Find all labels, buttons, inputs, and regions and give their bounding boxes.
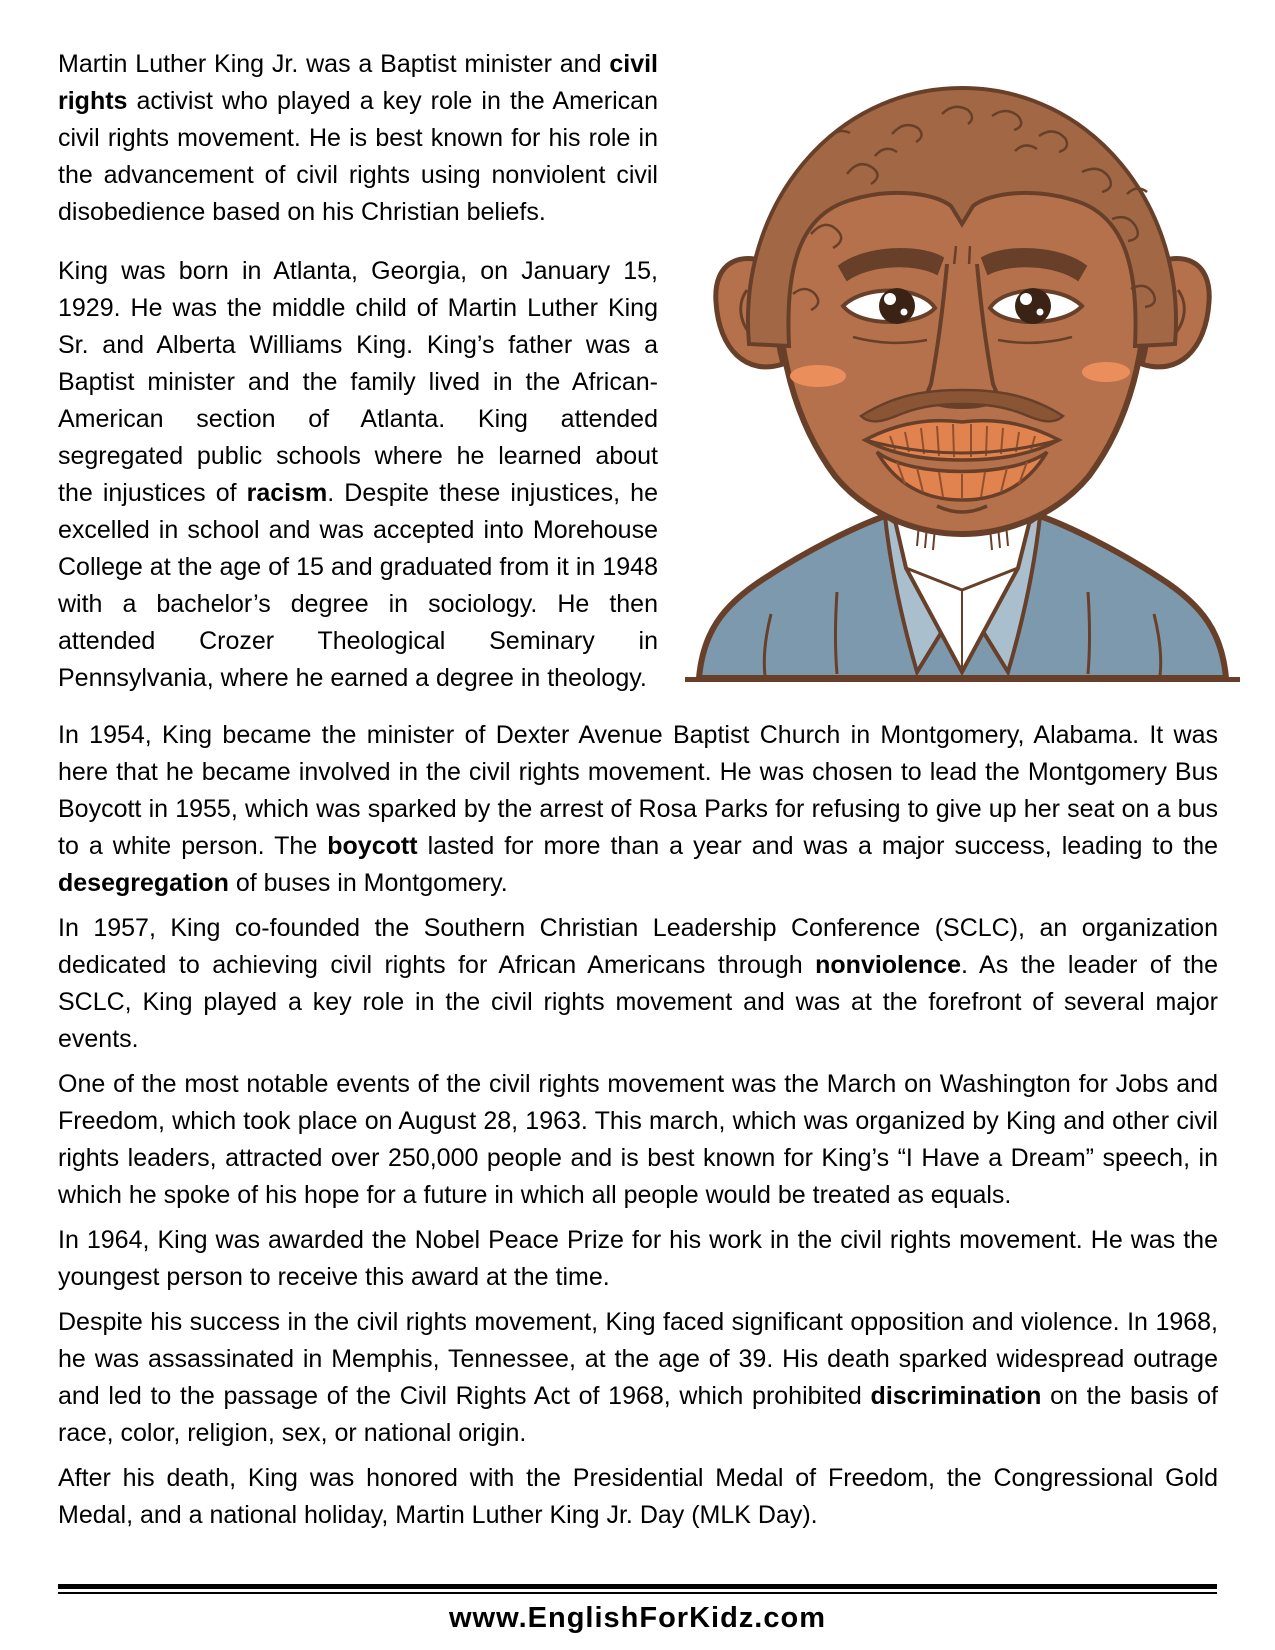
footer-divider-thick (58, 1584, 1217, 1589)
paragraph-march-on-washington: One of the most notable events of the civil rights movement was the March on Washington for Jobs and Freedom, which took place on August 28, 1963. This march, which was organized by King and other civil rights leaders, attracted over 250,000 people and is best known for King’s “I Have a Dream” speech, in which he spoke of his hope for a future in which all people would be treated as equals. (58, 1070, 1218, 1209)
paragraph-assassination: Despite his success in the civil rights movement, King faced significant opposition and violence. In 1968, he was assassinated in Memphis, Tennessee, at the age of 39. His death sparked widespread outrage and led to the passage of the Civil Rights Act of 1968, which prohibited discrimination on the basis of race, color, religion, sex, or national origin. (58, 1308, 1218, 1447)
paragraph-intro-1: Martin Luther King Jr. was a Baptist minister and civil rights activist who played a key role in the American civil rights movement. He is best known for his role in the advancement of civil rights using nonviolent civil disobedience based on his Christian beliefs. (58, 50, 658, 226)
paragraph-dexter-boycott: In 1954, King became the minister of Dexter Avenue Baptist Church in Montgomery, Alabama. It was here that he became involved in the civil rights movement. He was chosen to lead the Montgomery Bus Boycott in 1955, which was sparked by the arrest of Rosa Parks for refusing to give up her seat on a bus to a white person. The boycott lasted for more than a year and was a major success, leading to the desegregation of buses in Montgomery. (58, 721, 1219, 897)
footer (58, 1584, 1217, 1635)
paragraph-sclc: In 1957, King co-founded the Southern Christian Leadership Conference (SCLC), an organization dedicated to achieving civil rights for African Americans through nonviolence. As the leader of the SCLC, King played a key role in the civil rights movement and was at the forefront of several major events. (58, 914, 1218, 1053)
paragraph-intro-2: King was born in Atlanta, Georgia, on January 15, 1929. He was the middle child of Martin Luther King Sr. and Alberta Williams King. King’s father was a Baptist minister and the family lived in the African-American section of Atlanta. King attended segregated public schools where he learned about the injustices of racism. Despite these injustices, he excelled in school and was accepted into Morehouse College at the age of 15 and graduated from it in 1948 with a bachelor’s degree in sociology. He then attended Crozer Theological Seminary in Pennsylvania, where he earned a degree in theology. (58, 257, 658, 692)
intro-text-column (58, 46, 658, 697)
illustration-baseline (685, 677, 1240, 682)
paragraph-honors: After his death, King was honored with the Presidential Medal of Freedom, the Congressional Gold Medal, and a national holiday, Martin Luther King Jr. Day (MLK Day). (58, 1464, 1218, 1529)
footer-site-url: www.EnglishForKidz.com (449, 1602, 826, 1634)
intro-section (58, 46, 1218, 697)
mlk-portrait-svg (685, 56, 1240, 684)
paragraph-nobel-prize: In 1964, King was awarded the Nobel Peace Prize for his work in the civil rights movement. He was the youngest person to receive this award at the time. (58, 1226, 1218, 1291)
mlk-portrait-illustration (685, 56, 1240, 686)
body-text-section (58, 717, 1218, 1534)
footer-divider-thin (58, 1592, 1217, 1594)
